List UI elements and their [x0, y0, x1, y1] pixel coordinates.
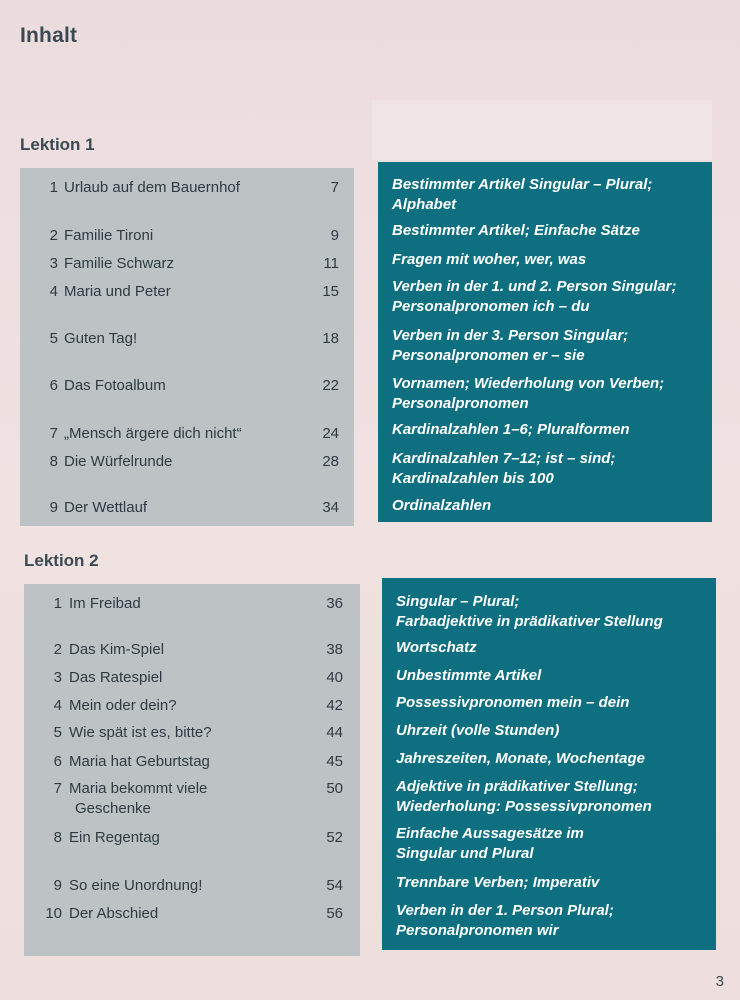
chapter-page-number: 36 — [326, 595, 343, 612]
chapter-number: 3 — [49, 255, 58, 272]
chapter-number: 9 — [53, 877, 62, 894]
chapter-title: Der Wettlauf — [64, 499, 148, 516]
grammar-topic: Fragen mit woher, wer, was — [392, 251, 587, 268]
chapter-page-number: 50 — [326, 780, 343, 797]
chapter-page-number: 24 — [322, 425, 339, 442]
chapter-title: Das Kim-Spiel — [69, 641, 165, 658]
chapter-title: „Mensch ärgere dich nicht“ — [64, 425, 242, 442]
chapter-page-number: 7 — [330, 179, 339, 196]
chapter-title: Ein Regentag — [69, 829, 160, 846]
page-title: Inhalt — [20, 24, 78, 47]
chapter-title: Wie spät ist es, bitte? — [69, 724, 212, 741]
chapter-number: 4 — [49, 283, 58, 300]
chapter-title: Maria hat Geburtstag — [69, 753, 210, 770]
chapter-title: Im Freibad — [69, 595, 141, 612]
chapter-title: Die Würfelrunde — [64, 453, 173, 470]
grammar-topic: Verben in der 1. und 2. Person Singular; — [392, 278, 677, 295]
chapter-page-number: 44 — [326, 724, 343, 741]
grammar-topic: Trennbare Verben; Imperativ — [396, 874, 600, 891]
chapter-page-number: 40 — [326, 669, 343, 686]
chapter-page-number: 52 — [326, 829, 343, 846]
chapter-title: Mein oder dein? — [69, 697, 177, 714]
chapter-number: 4 — [53, 697, 62, 714]
chapter-number: 3 — [53, 669, 62, 686]
chapter-title: Maria und Peter — [64, 283, 171, 300]
chapter-page-number: 18 — [322, 330, 339, 347]
grammar-topic: Jahreszeiten, Monate, Wochentage — [396, 750, 645, 767]
grammar-topic-continued: Personalpronomen — [392, 395, 529, 412]
grammar-topic: Adjektive in prädikativer Stellung; — [396, 778, 638, 795]
chapter-page-number: 34 — [322, 499, 339, 516]
chapter-page-number: 28 — [322, 453, 339, 470]
grammar-topic-continued: Singular und Plural — [396, 845, 534, 862]
grammar-topic: Singular – Plural; — [396, 593, 520, 610]
grammar-topic: Uhrzeit (volle Stunden) — [396, 722, 560, 739]
chapter-title: Maria bekommt viele — [69, 780, 208, 797]
chapter-number: 7 — [53, 780, 62, 797]
chapter-page-number: 56 — [326, 905, 343, 922]
chapter-number: 1 — [49, 179, 58, 196]
grammar-topic: Wortschatz — [396, 639, 477, 656]
grammar-topic: Ordinalzahlen — [392, 497, 492, 514]
grammar-topic: Verben in der 1. Person Plural; — [396, 902, 614, 919]
grammar-topic-continued: Personalpronomen wir — [396, 922, 559, 939]
chapter-page-number: 15 — [322, 283, 339, 300]
grammar-topic: Kardinalzahlen 1–6; Pluralformen — [392, 421, 630, 438]
grammar-topic: Possessivpronomen mein – dein — [396, 694, 630, 711]
chapter-number: 1 — [53, 595, 62, 612]
chapter-title: Familie Tironi — [64, 227, 154, 244]
chapter-page-number: 9 — [330, 227, 339, 244]
chapter-number: 5 — [53, 724, 62, 741]
chapter-page-number: 11 — [323, 255, 339, 272]
chapter-number: 2 — [49, 227, 58, 244]
chapter-title: Guten Tag! — [64, 330, 138, 347]
grammar-topic: Bestimmter Artikel; Einfache Sätze — [392, 222, 640, 239]
chapter-page-number: 38 — [326, 641, 343, 658]
grammar-topic: Einfache Aussagesätze im — [396, 825, 584, 842]
grammar-topic-continued: Alphabet — [392, 196, 457, 213]
grammar-topic-continued: Kardinalzahlen bis 100 — [392, 470, 554, 487]
faded-background-panel — [372, 100, 712, 160]
grammar-topic: Bestimmter Artikel Singular – Plural; — [392, 176, 653, 193]
chapter-number: 8 — [49, 453, 58, 470]
grammar-topic-continued: Personalpronomen ich – du — [392, 298, 590, 315]
chapter-title-continued: Geschenke — [75, 800, 151, 817]
chapter-title: So eine Unordnung! — [69, 877, 203, 894]
chapter-number: 9 — [49, 499, 58, 516]
grammar-topic: Verben in der 3. Person Singular; — [392, 327, 629, 344]
chapter-title: Das Fotoalbum — [64, 377, 166, 394]
chapter-page-number: 54 — [326, 877, 343, 894]
chapter-page-number: 22 — [322, 377, 339, 394]
chapter-number: 6 — [49, 377, 58, 394]
chapter-title: Familie Schwarz — [64, 255, 175, 272]
chapter-number: 10 — [45, 905, 62, 922]
chapter-page-number: 42 — [326, 697, 343, 714]
chapter-number: 5 — [49, 330, 58, 347]
chapter-title: Urlaub auf dem Bauernhof — [64, 179, 240, 196]
chapter-number: 8 — [53, 829, 62, 846]
lesson-1-title: Lektion 1 — [20, 135, 95, 154]
page-number: 3 — [715, 973, 724, 990]
chapter-page-number: 45 — [326, 753, 343, 770]
chapter-number: 2 — [53, 641, 62, 658]
chapter-number: 6 — [53, 753, 62, 770]
chapter-title: Das Ratespiel — [69, 669, 163, 686]
grammar-topic: Kardinalzahlen 7–12; ist – sind; — [392, 450, 616, 467]
grammar-topic-continued: Farbadjektive in prädikativer Stellung — [396, 613, 663, 630]
grammar-topic: Unbestimmte Artikel — [396, 667, 542, 684]
chapter-number: 7 — [49, 425, 58, 442]
lesson-2-title: Lektion 2 — [24, 551, 99, 570]
grammar-topic: Vornamen; Wiederholung von Verben; — [392, 375, 665, 392]
grammar-topic-continued: Personalpronomen er – sie — [392, 347, 585, 364]
grammar-topic-continued: Wiederholung: Possessivpronomen — [396, 798, 652, 815]
chapter-title: Der Abschied — [69, 905, 159, 922]
